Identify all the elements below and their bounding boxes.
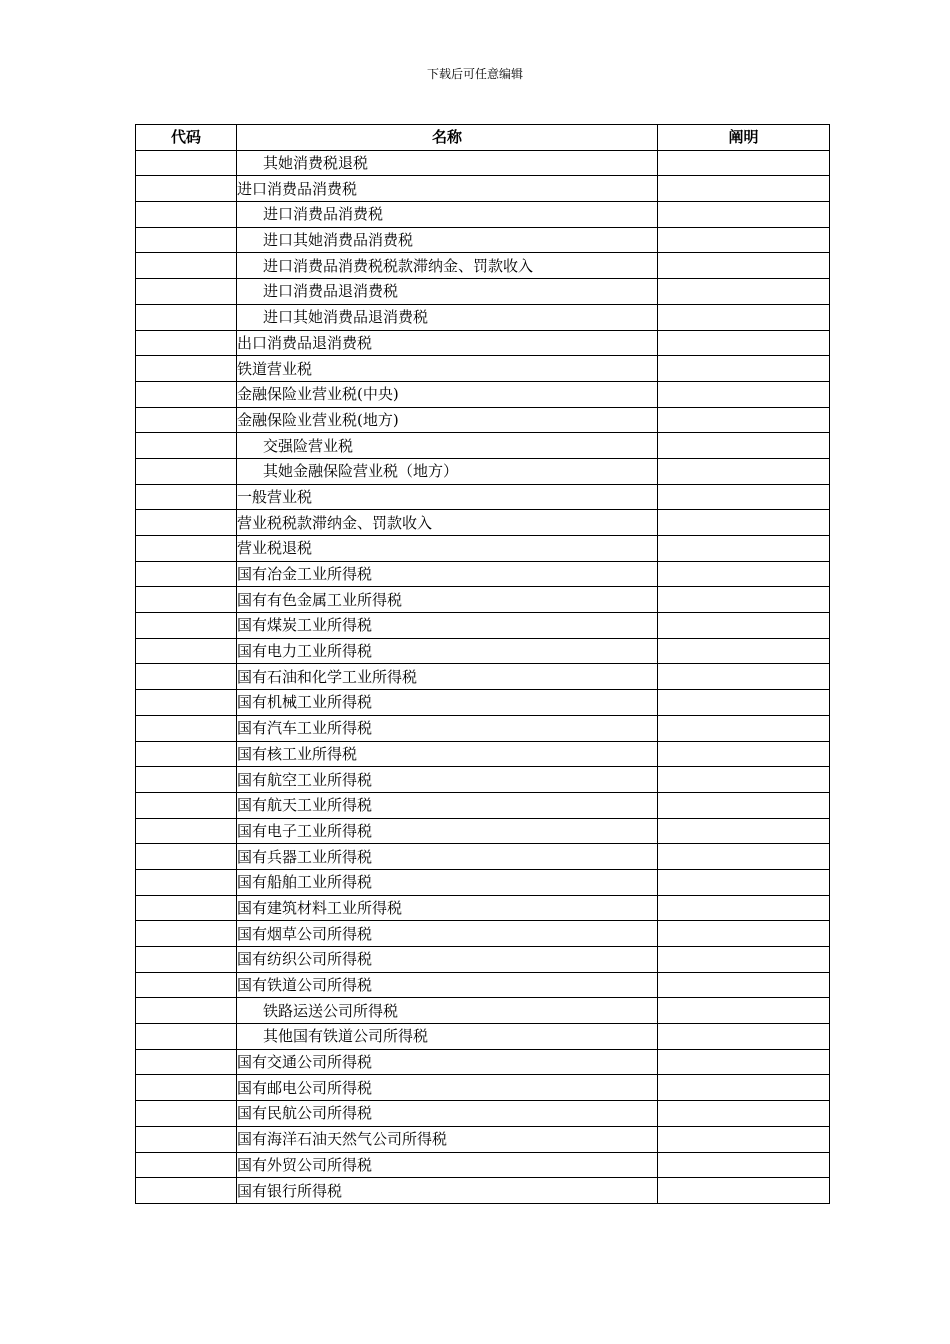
- name-cell: 国有交通公司所得税: [237, 1049, 658, 1075]
- code-cell: [136, 818, 237, 844]
- note-cell: [658, 792, 830, 818]
- name-cell: 国有电子工业所得税: [237, 818, 658, 844]
- table-row: [136, 869, 830, 895]
- table-row: [136, 947, 830, 973]
- code-cell: [136, 561, 237, 587]
- note-cell: [658, 381, 830, 407]
- note-cell: [658, 227, 830, 253]
- name-cell: 进口消费品消费税: [237, 176, 658, 202]
- table-row: [136, 150, 830, 176]
- note-cell: [658, 921, 830, 947]
- note-cell: [658, 869, 830, 895]
- note-cell: [658, 279, 830, 305]
- code-cell: [136, 356, 237, 382]
- code-cell: [136, 536, 237, 562]
- name-cell: 国有民航公司所得税: [237, 1101, 658, 1127]
- note-cell: [658, 407, 830, 433]
- table-row: [136, 767, 830, 793]
- column-header-code: 代码: [136, 125, 237, 151]
- name-cell: 国有银行所得税: [237, 1178, 658, 1204]
- table-row: [136, 330, 830, 356]
- table-row: [136, 972, 830, 998]
- table-row: [136, 381, 830, 407]
- table-row: [136, 1049, 830, 1075]
- name-cell: 国有建筑材料工业所得税: [237, 895, 658, 921]
- name-cell: 国有海洋石油天然气公司所得税: [237, 1126, 658, 1152]
- note-cell: [658, 587, 830, 613]
- name-cell: 国有邮电公司所得税: [237, 1075, 658, 1101]
- note-cell: [658, 330, 830, 356]
- code-cell: [136, 767, 237, 793]
- name-cell: 国有石油和化学工业所得税: [237, 664, 658, 690]
- note-cell: [658, 1049, 830, 1075]
- note-cell: [658, 638, 830, 664]
- name-cell: 进口其她消费品消费税: [237, 227, 658, 253]
- table-row: [136, 1178, 830, 1204]
- note-cell: [658, 1152, 830, 1178]
- code-cell: [136, 1101, 237, 1127]
- note-cell: [658, 664, 830, 690]
- code-cell: [136, 1178, 237, 1204]
- table-row: [136, 1152, 830, 1178]
- name-cell: 国有航空工业所得税: [237, 767, 658, 793]
- code-cell: [136, 613, 237, 639]
- name-cell: 营业税退税: [237, 536, 658, 562]
- note-cell: [658, 741, 830, 767]
- table-row: [136, 227, 830, 253]
- note-cell: [658, 1024, 830, 1050]
- code-cell: [136, 1024, 237, 1050]
- code-cell: [136, 690, 237, 716]
- table-row: [136, 484, 830, 510]
- table-row: [136, 792, 830, 818]
- code-cell: [136, 792, 237, 818]
- name-cell: 国有煤炭工业所得税: [237, 613, 658, 639]
- name-cell: 国有烟草公司所得税: [237, 921, 658, 947]
- note-cell: [658, 895, 830, 921]
- name-cell: 其她金融保险营业税（地方）: [237, 458, 658, 484]
- table-row: [136, 304, 830, 330]
- note-cell: [658, 1126, 830, 1152]
- code-cell: [136, 381, 237, 407]
- note-cell: [658, 690, 830, 716]
- table-row: [136, 433, 830, 459]
- note-cell: [658, 484, 830, 510]
- code-cell: [136, 458, 237, 484]
- note-cell: [658, 1075, 830, 1101]
- note-cell: [658, 356, 830, 382]
- table-row: [136, 356, 830, 382]
- name-cell: 进口其她消费品退消费税: [237, 304, 658, 330]
- table-row: [136, 1024, 830, 1050]
- table-row: [136, 1075, 830, 1101]
- note-cell: [658, 433, 830, 459]
- code-cell: [136, 869, 237, 895]
- table-row: [136, 1101, 830, 1127]
- note-cell: [658, 818, 830, 844]
- name-cell: 其他国有铁道公司所得税: [237, 1024, 658, 1050]
- code-cell: [136, 484, 237, 510]
- note-cell: [658, 304, 830, 330]
- table-row: [136, 1126, 830, 1152]
- name-cell: 国有冶金工业所得税: [237, 561, 658, 587]
- code-cell: [136, 510, 237, 536]
- code-cell: [136, 972, 237, 998]
- code-cell: [136, 279, 237, 305]
- name-cell: 金融保险业营业税(中央): [237, 381, 658, 407]
- table-row: [136, 998, 830, 1024]
- table-row: [136, 536, 830, 562]
- name-cell: 国有兵器工业所得税: [237, 844, 658, 870]
- table-header-row: [136, 125, 830, 151]
- code-cell: [136, 330, 237, 356]
- name-cell: 国有核工业所得税: [237, 741, 658, 767]
- name-cell: 进口消费品退消费税: [237, 279, 658, 305]
- code-cell: [136, 947, 237, 973]
- note-cell: [658, 202, 830, 228]
- name-cell: 国有铁道公司所得税: [237, 972, 658, 998]
- note-cell: [658, 253, 830, 279]
- name-cell: 进口消费品消费税: [237, 202, 658, 228]
- table-row: [136, 818, 830, 844]
- table-row: [136, 664, 830, 690]
- table-row: [136, 253, 830, 279]
- note-cell: [658, 176, 830, 202]
- name-cell: 国有有色金属工业所得税: [237, 587, 658, 613]
- code-cell: [136, 407, 237, 433]
- name-cell: 国有船舶工业所得税: [237, 869, 658, 895]
- name-cell: 交强险营业税: [237, 433, 658, 459]
- name-cell: 国有航天工业所得税: [237, 792, 658, 818]
- name-cell: 铁路运送公司所得税: [237, 998, 658, 1024]
- code-cell: [136, 715, 237, 741]
- name-cell: 国有电力工业所得税: [237, 638, 658, 664]
- code-cell: [136, 741, 237, 767]
- page-header: 下载后可任意编辑: [426, 67, 523, 81]
- note-cell: [658, 510, 830, 536]
- table-row: [136, 510, 830, 536]
- code-cell: [136, 638, 237, 664]
- table-row: [136, 587, 830, 613]
- table-row: [136, 921, 830, 947]
- code-cell: [136, 433, 237, 459]
- table-row: [136, 279, 830, 305]
- name-cell: 出口消费品退消费税: [237, 330, 658, 356]
- name-cell: 国有外贸公司所得税: [237, 1152, 658, 1178]
- tax-code-table: [135, 124, 830, 1204]
- note-cell: [658, 613, 830, 639]
- code-cell: [136, 921, 237, 947]
- note-cell: [658, 767, 830, 793]
- name-cell: 国有汽车工业所得税: [237, 715, 658, 741]
- code-cell: [136, 844, 237, 870]
- table-row: [136, 202, 830, 228]
- code-cell: [136, 664, 237, 690]
- table-row: [136, 458, 830, 484]
- code-cell: [136, 998, 237, 1024]
- note-cell: [658, 150, 830, 176]
- note-cell: [658, 715, 830, 741]
- name-cell: 国有纺织公司所得税: [237, 947, 658, 973]
- code-cell: [136, 895, 237, 921]
- name-cell: 金融保险业营业税(地方): [237, 407, 658, 433]
- code-cell: [136, 202, 237, 228]
- note-cell: [658, 536, 830, 562]
- table-row: [136, 561, 830, 587]
- name-cell: 一般营业税: [237, 484, 658, 510]
- code-cell: [136, 1049, 237, 1075]
- name-cell: 国有机械工业所得税: [237, 690, 658, 716]
- code-cell: [136, 227, 237, 253]
- column-header-name: 名称: [237, 125, 658, 151]
- code-cell: [136, 253, 237, 279]
- table-row: [136, 407, 830, 433]
- code-cell: [136, 1126, 237, 1152]
- table-row: [136, 715, 830, 741]
- code-cell: [136, 304, 237, 330]
- note-cell: [658, 1101, 830, 1127]
- note-cell: [658, 561, 830, 587]
- name-cell: 营业税税款滞纳金、罚款收入: [237, 510, 658, 536]
- code-cell: [136, 1152, 237, 1178]
- note-cell: [658, 947, 830, 973]
- name-cell: 铁道营业税: [237, 356, 658, 382]
- note-cell: [658, 998, 830, 1024]
- table-row: [136, 176, 830, 202]
- note-cell: [658, 458, 830, 484]
- name-cell: 进口消费品消费税税款滞纳金、罚款收入: [237, 253, 658, 279]
- code-cell: [136, 150, 237, 176]
- table-row: [136, 895, 830, 921]
- name-cell: 其她消费税退税: [237, 150, 658, 176]
- table-row: [136, 844, 830, 870]
- table-row: [136, 690, 830, 716]
- code-cell: [136, 176, 237, 202]
- note-cell: [658, 844, 830, 870]
- note-cell: [658, 1178, 830, 1204]
- code-cell: [136, 1075, 237, 1101]
- code-cell: [136, 587, 237, 613]
- table-row: [136, 638, 830, 664]
- note-cell: [658, 972, 830, 998]
- table-body: [136, 150, 830, 1203]
- table-row: [136, 741, 830, 767]
- column-header-note: 阐明: [658, 125, 830, 151]
- table-row: [136, 613, 830, 639]
